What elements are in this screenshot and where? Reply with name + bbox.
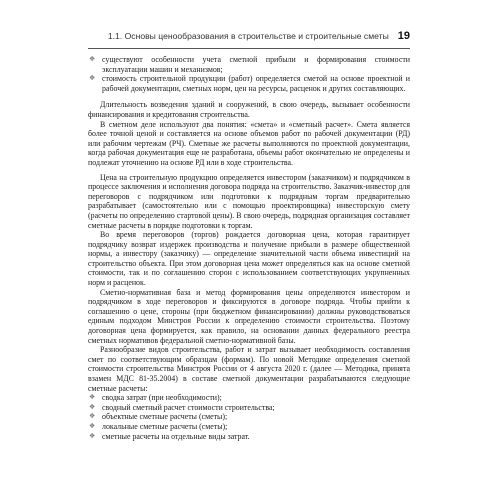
list-item: ❖ сметные расчеты на отдельные виды затрат. — [89, 431, 250, 441]
list-item: ❖ стоимость строительной продукции (работ) определяется сметой на основе проектной и рабочей документации, сметных норм, цен на ресурсы, расценок и других составляющих. — [89, 74, 410, 93]
paragraph: В сметном деле используют два понятия: «смета» и «сметный расчет». Смета является более точной ценой и составляется на основе объемов работ по рабочей документации (РД) или рабочим чертежам (РЧ). Сметные же расчеты выполняются по проектной документации, когда рабочая документация еще не разработана, объемы работ окончательно не определены и подлежат уточнению на основе РД или в ходе строительства. — [88, 119, 410, 167]
bullet-icon: ❖ — [89, 421, 96, 430]
paragraph: Сметно-нормативная база и метод формирования цены определяются инвестором и подрядчиком в ходе переговоров и фиксируются в договоре подряда. Чтобы прийти к соглашению о цене, стороны (при бюджетном финансировании) должны руководствоваться единым подходом Минстроя России к определению стоимости строительства. Поэтому договорная цена формируется, как правило, на основании данных федерального реестра сметных нормативов федеральной сметно-нормативной базы. — [88, 287, 410, 345]
list-item: ❖ локальные сметные расчеты (сметы); — [89, 421, 228, 431]
bullet-icon: ❖ — [89, 431, 96, 440]
paragraph: Цена на строительную продукцию определяется инвестором (заказчиком) и подрядчиком в процессе заключения и исполнения договора подряда на строительство. Заказчик-инвестор для переговоров с подрядчиком или подготовки к подрядным торгам предварительно разрабатывает (самостоятельно или с помощью проектировщика) инвесторскую смету (расчеты по определению стартовой цены). В свою очередь, подрядная организация составляет сметные расчеты в порядке подготовки к торгам. — [88, 172, 410, 230]
running-header — [88, 30, 410, 46]
list-item: ❖ сводка затрат (при необходимости); — [89, 393, 222, 403]
paragraph: Во время переговоров (торгов) рождается договорная цена, которая гарантирует подрядчику возврат издержек производства и получение прибыли в размере общественной нормы, а инвестору (заказчику) — определение значительной части объема инвестиций на строительство объекта. При этом договорная цена может определяться как на основе сметной стоимости, так и по соглашению сторон с использованием соответствующих укрупненных норм и расценок. — [88, 230, 410, 288]
body-text — [88, 55, 410, 441]
page-number: 19 — [397, 30, 410, 42]
list-item: ❖ сводный сметный расчет стоимости строительства; — [89, 402, 275, 412]
bullet-icon: ❖ — [89, 393, 96, 402]
bullet-icon: ❖ — [89, 412, 96, 421]
paragraph: Разнообразие видов строительства, работ и затрат вызывает необходимость составления смет по соответствующим образцам (формам). По новой Методике определения сметной стоимости строительства Минстроя России от 4 августа 2020 г. (далее — Методика, принята взамен МДС 81-35.2004) в составе сметной документации разрабатываются следующие сметные расчеты: — [88, 345, 410, 393]
bullet-list-bottom — [88, 393, 410, 441]
list-item: ❖ существуют особенности учета сметной прибыли и формирования стоимости эксплуатации машин и механизмов; — [89, 55, 410, 74]
section-title: 1.1. Основы ценообразования в строительстве и строительные сметы — [107, 31, 389, 41]
bullet-icon: ❖ — [89, 74, 96, 83]
bullet-icon: ❖ — [89, 55, 96, 63]
list-item: ❖ объектные сметные расчеты (сметы); — [89, 412, 228, 422]
bullet-icon: ❖ — [89, 402, 96, 411]
paragraph: Длительность возведения зданий и сооружений, в свою очередь, вызывает особенности финансирования и кредитования строительства. — [88, 100, 410, 119]
header-rule — [88, 48, 410, 49]
bullet-list-top — [88, 55, 410, 93]
